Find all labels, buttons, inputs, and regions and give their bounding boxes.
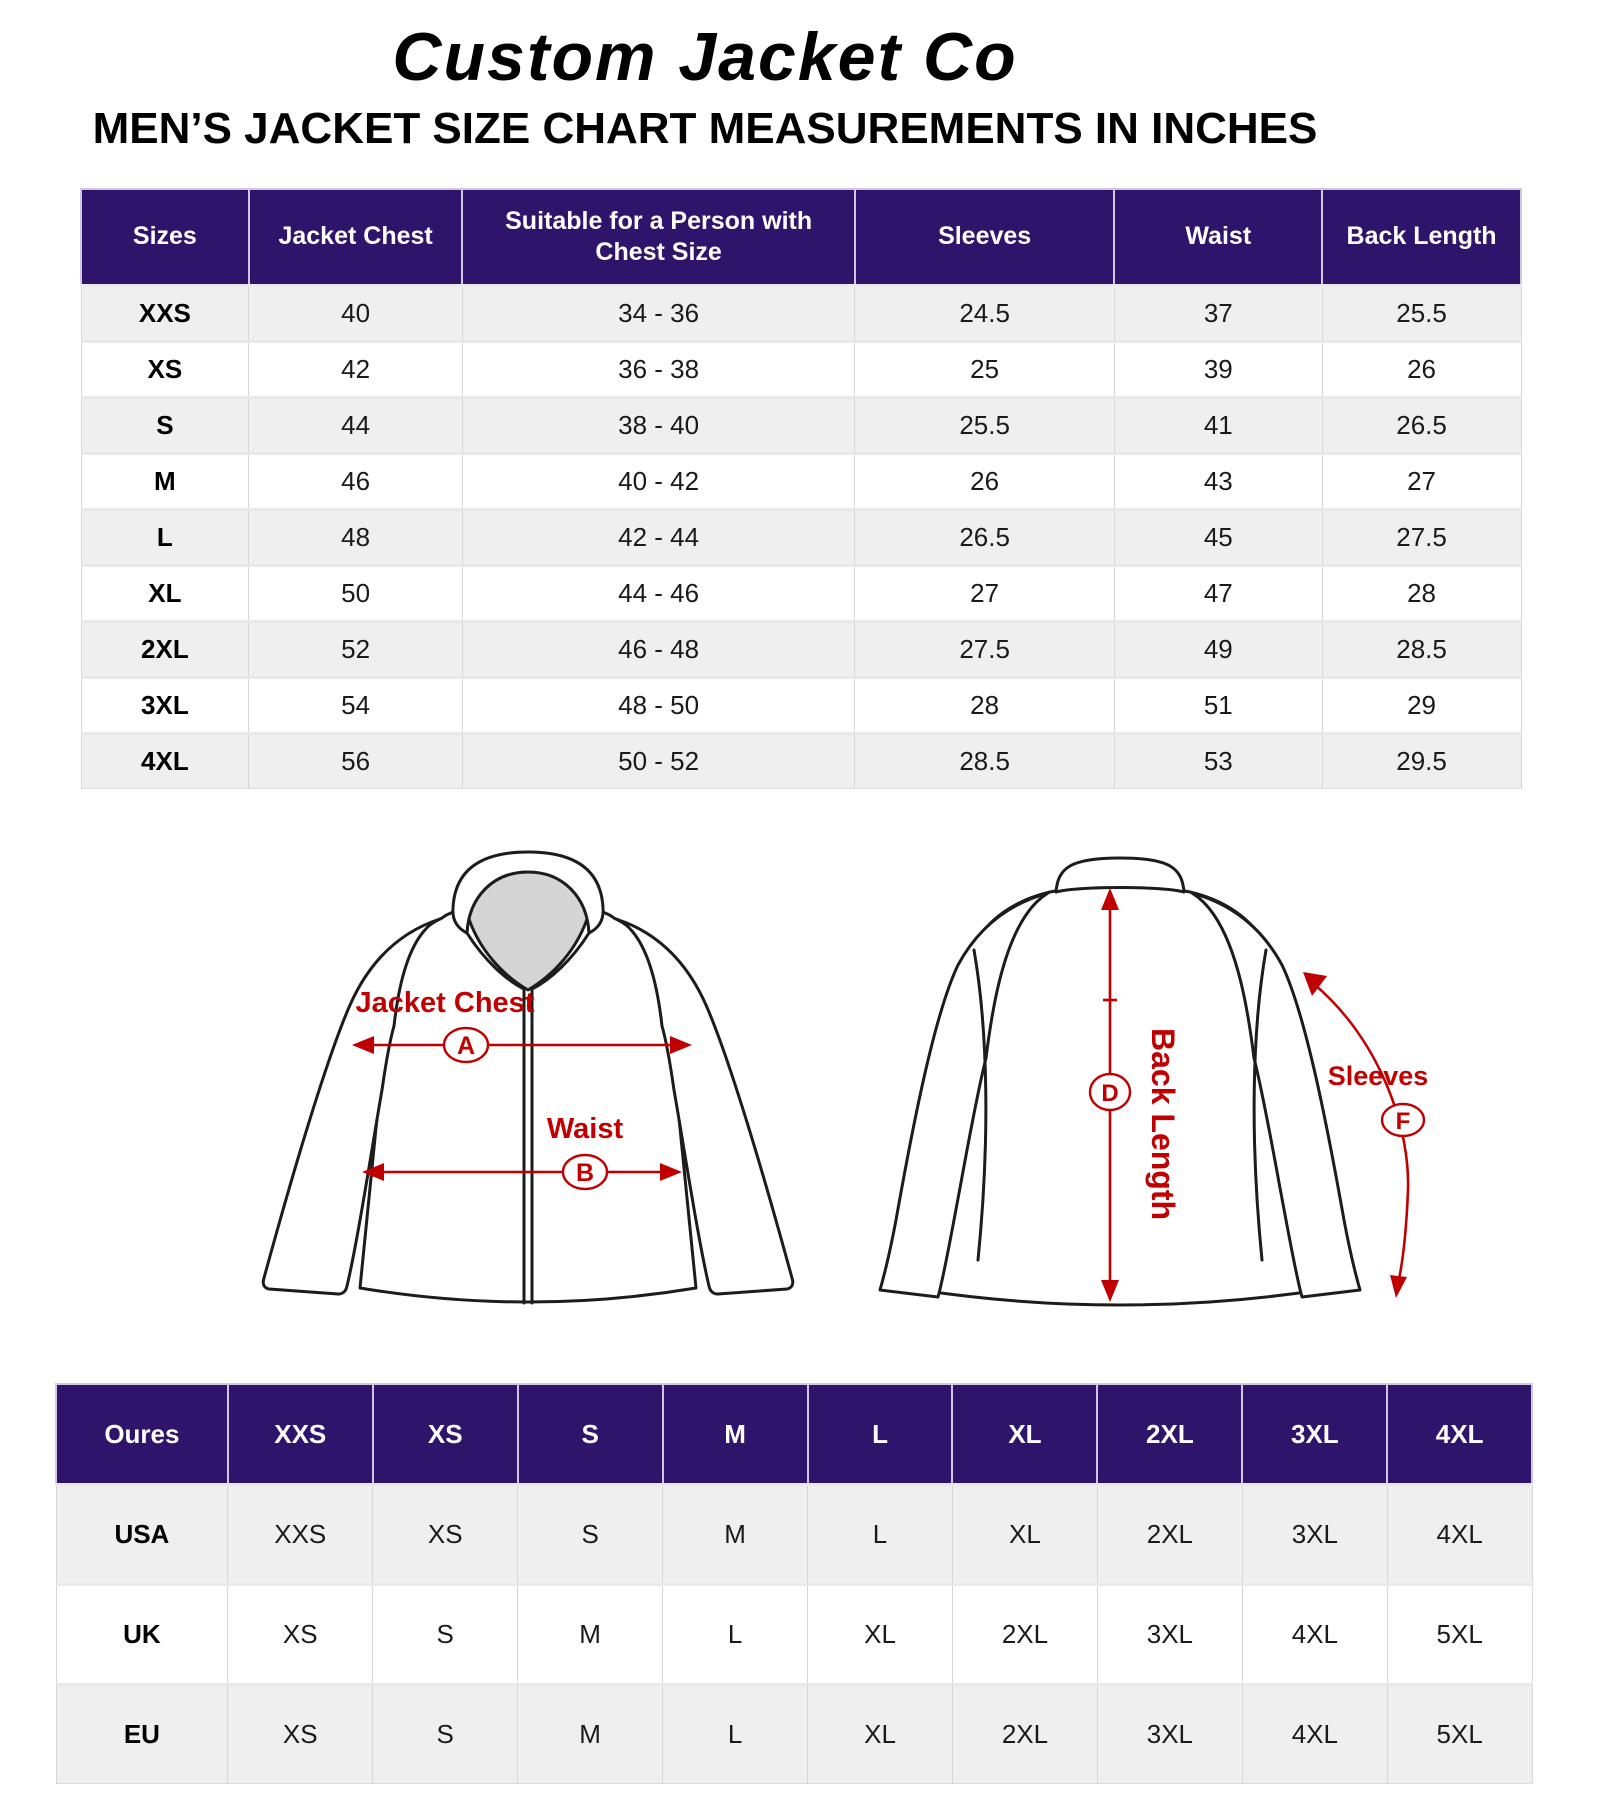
data-cell: 40 xyxy=(249,286,463,342)
row-label-cell: M xyxy=(81,454,249,510)
data-cell: 49 xyxy=(1114,622,1322,678)
data-cell: 3XL xyxy=(1242,1485,1387,1585)
data-cell: 54 xyxy=(249,678,463,734)
page-title: MEN’S JACKET SIZE CHART MEASUREMENTS IN INCHES xyxy=(92,104,1318,154)
waist-letter: B xyxy=(575,1159,595,1187)
row-label-cell: UK xyxy=(56,1585,228,1685)
data-cell: 4XL xyxy=(1242,1585,1387,1685)
row-label-cell: XL xyxy=(81,566,249,622)
data-cell: 34 - 36 xyxy=(462,286,854,342)
data-cell: 26 xyxy=(855,454,1115,510)
data-cell: 3XL xyxy=(1097,1585,1242,1685)
data-cell: 26.5 xyxy=(855,510,1115,566)
data-cell: 5XL xyxy=(1387,1585,1532,1685)
row-label-cell: EU xyxy=(56,1685,228,1784)
data-cell: 25.5 xyxy=(855,398,1115,454)
data-cell: 44 - 46 xyxy=(462,566,854,622)
data-cell: 24.5 xyxy=(855,286,1115,342)
chest-letter: A xyxy=(456,1032,476,1060)
row-label-cell: 4XL xyxy=(81,734,249,789)
data-cell: 29.5 xyxy=(1322,734,1521,789)
table-row-eu xyxy=(56,1685,1532,1784)
data-cell: 48 - 50 xyxy=(462,678,854,734)
data-cell: 25.5 xyxy=(1322,286,1521,342)
row-label-cell: USA xyxy=(56,1485,228,1585)
row-label-cell: XS xyxy=(81,342,249,398)
data-cell: 5XL xyxy=(1387,1685,1532,1784)
data-cell: 48 xyxy=(249,510,463,566)
data-cell: 2XL xyxy=(1097,1485,1242,1585)
chest-label: Jacket Chest xyxy=(355,987,535,1019)
table-row-xs xyxy=(81,342,1521,398)
data-cell: 37 xyxy=(1114,286,1322,342)
data-cell: 27.5 xyxy=(1322,510,1521,566)
data-cell: 26 xyxy=(1322,342,1521,398)
data-cell: 4XL xyxy=(1242,1685,1387,1784)
sleeves-arrow-bottom-head xyxy=(1390,1275,1407,1298)
data-cell: 28.5 xyxy=(855,734,1115,789)
table-row-usa xyxy=(56,1485,1532,1585)
data-cell: 27.5 xyxy=(855,622,1115,678)
data-cell: 45 xyxy=(1114,510,1322,566)
column-header-xl: XL xyxy=(952,1384,1097,1485)
column-header-xxs: XXS xyxy=(228,1384,373,1485)
sleeves-label: Sleeves xyxy=(1327,1061,1429,1091)
data-cell: 4XL xyxy=(1387,1485,1532,1585)
data-cell: 25 xyxy=(855,342,1115,398)
column-header-s: S xyxy=(518,1384,663,1485)
data-cell: L xyxy=(663,1585,808,1685)
size-measurements-table xyxy=(80,188,1522,789)
table-row-4xl xyxy=(81,734,1521,789)
table-row-m xyxy=(81,454,1521,510)
data-cell: XL xyxy=(952,1485,1097,1585)
column-header-back-length: Back Length xyxy=(1322,189,1521,286)
data-cell: XL xyxy=(808,1685,953,1784)
data-cell: 39 xyxy=(1114,342,1322,398)
data-cell: M xyxy=(518,1685,663,1784)
front-jacket-drawing xyxy=(263,852,793,1303)
row-label-cell: 3XL xyxy=(81,678,249,734)
size-conversion-table xyxy=(55,1383,1533,1784)
column-header-xs: XS xyxy=(373,1384,518,1485)
data-cell: XS xyxy=(228,1685,373,1784)
back-length-letter: D xyxy=(1101,1080,1119,1107)
row-label-cell: S xyxy=(81,398,249,454)
column-header-l: L xyxy=(808,1384,953,1485)
data-cell: 42 - 44 xyxy=(462,510,854,566)
data-cell: 27 xyxy=(855,566,1115,622)
column-header-2xl: 2XL xyxy=(1097,1384,1242,1485)
data-cell: 46 - 48 xyxy=(462,622,854,678)
table-row-l xyxy=(81,510,1521,566)
data-cell: XL xyxy=(808,1585,953,1685)
data-cell: 26.5 xyxy=(1322,398,1521,454)
size-table-header-row xyxy=(81,189,1521,286)
waist-label: Waist xyxy=(546,1113,624,1145)
data-cell: 44 xyxy=(249,398,463,454)
jacket-measurement-diagram xyxy=(90,800,1510,1360)
column-header-m: M xyxy=(663,1384,808,1485)
data-cell: L xyxy=(808,1485,953,1585)
data-cell: 47 xyxy=(1114,566,1322,622)
data-cell: 28 xyxy=(1322,566,1521,622)
data-cell: M xyxy=(663,1485,808,1585)
page-header xyxy=(0,0,1410,154)
data-cell: 50 - 52 xyxy=(462,734,854,789)
row-label-cell: XXS xyxy=(81,286,249,342)
data-cell: 52 xyxy=(249,622,463,678)
column-header-suitable-for-a-person-with-chest-size: Suitable for a Person with Chest Size xyxy=(462,189,854,286)
data-cell: 36 - 38 xyxy=(462,342,854,398)
data-cell: S xyxy=(373,1685,518,1784)
table-row-uk xyxy=(56,1585,1532,1685)
data-cell: XXS xyxy=(228,1485,373,1585)
data-cell: 28.5 xyxy=(1322,622,1521,678)
data-cell: 43 xyxy=(1114,454,1322,510)
brand-title: Custom Jacket Co xyxy=(392,19,1018,95)
data-cell: M xyxy=(518,1585,663,1685)
data-cell: S xyxy=(518,1485,663,1585)
data-cell: 41 xyxy=(1114,398,1322,454)
data-cell: 2XL xyxy=(952,1585,1097,1685)
table-row-xl xyxy=(81,566,1521,622)
data-cell: 42 xyxy=(249,342,463,398)
data-cell: XS xyxy=(373,1485,518,1585)
column-header-3xl: 3XL xyxy=(1242,1384,1387,1485)
column-header-sleeves: Sleeves xyxy=(855,189,1115,286)
data-cell: 53 xyxy=(1114,734,1322,789)
data-cell: S xyxy=(373,1585,518,1685)
column-header-jacket-chest: Jacket Chest xyxy=(249,189,463,286)
sleeves-letter: F xyxy=(1395,1108,1411,1135)
column-header-waist: Waist xyxy=(1114,189,1322,286)
data-cell: 3XL xyxy=(1097,1685,1242,1784)
data-cell: XS xyxy=(228,1585,373,1685)
data-cell: 46 xyxy=(249,454,463,510)
back-collar-stand xyxy=(1056,858,1184,892)
data-cell: 51 xyxy=(1114,678,1322,734)
data-cell: 28 xyxy=(855,678,1115,734)
table-row-3xl xyxy=(81,678,1521,734)
column-header-oures: Oures xyxy=(56,1384,228,1485)
data-cell: 38 - 40 xyxy=(462,398,854,454)
column-header-4xl: 4XL xyxy=(1387,1384,1532,1485)
conversion-table-header-row xyxy=(56,1384,1532,1485)
data-cell: 27 xyxy=(1322,454,1521,510)
data-cell: 50 xyxy=(249,566,463,622)
column-header-sizes: Sizes xyxy=(81,189,249,286)
table-row-2xl xyxy=(81,622,1521,678)
back-length-label: Back Length xyxy=(1145,1028,1181,1221)
data-cell: 40 - 42 xyxy=(462,454,854,510)
data-cell: 29 xyxy=(1322,678,1521,734)
data-cell: 56 xyxy=(249,734,463,789)
data-cell: 2XL xyxy=(952,1685,1097,1784)
row-label-cell: 2XL xyxy=(81,622,249,678)
row-label-cell: L xyxy=(81,510,249,566)
table-row-s xyxy=(81,398,1521,454)
table-row-xxs xyxy=(81,286,1521,342)
data-cell: L xyxy=(663,1685,808,1784)
